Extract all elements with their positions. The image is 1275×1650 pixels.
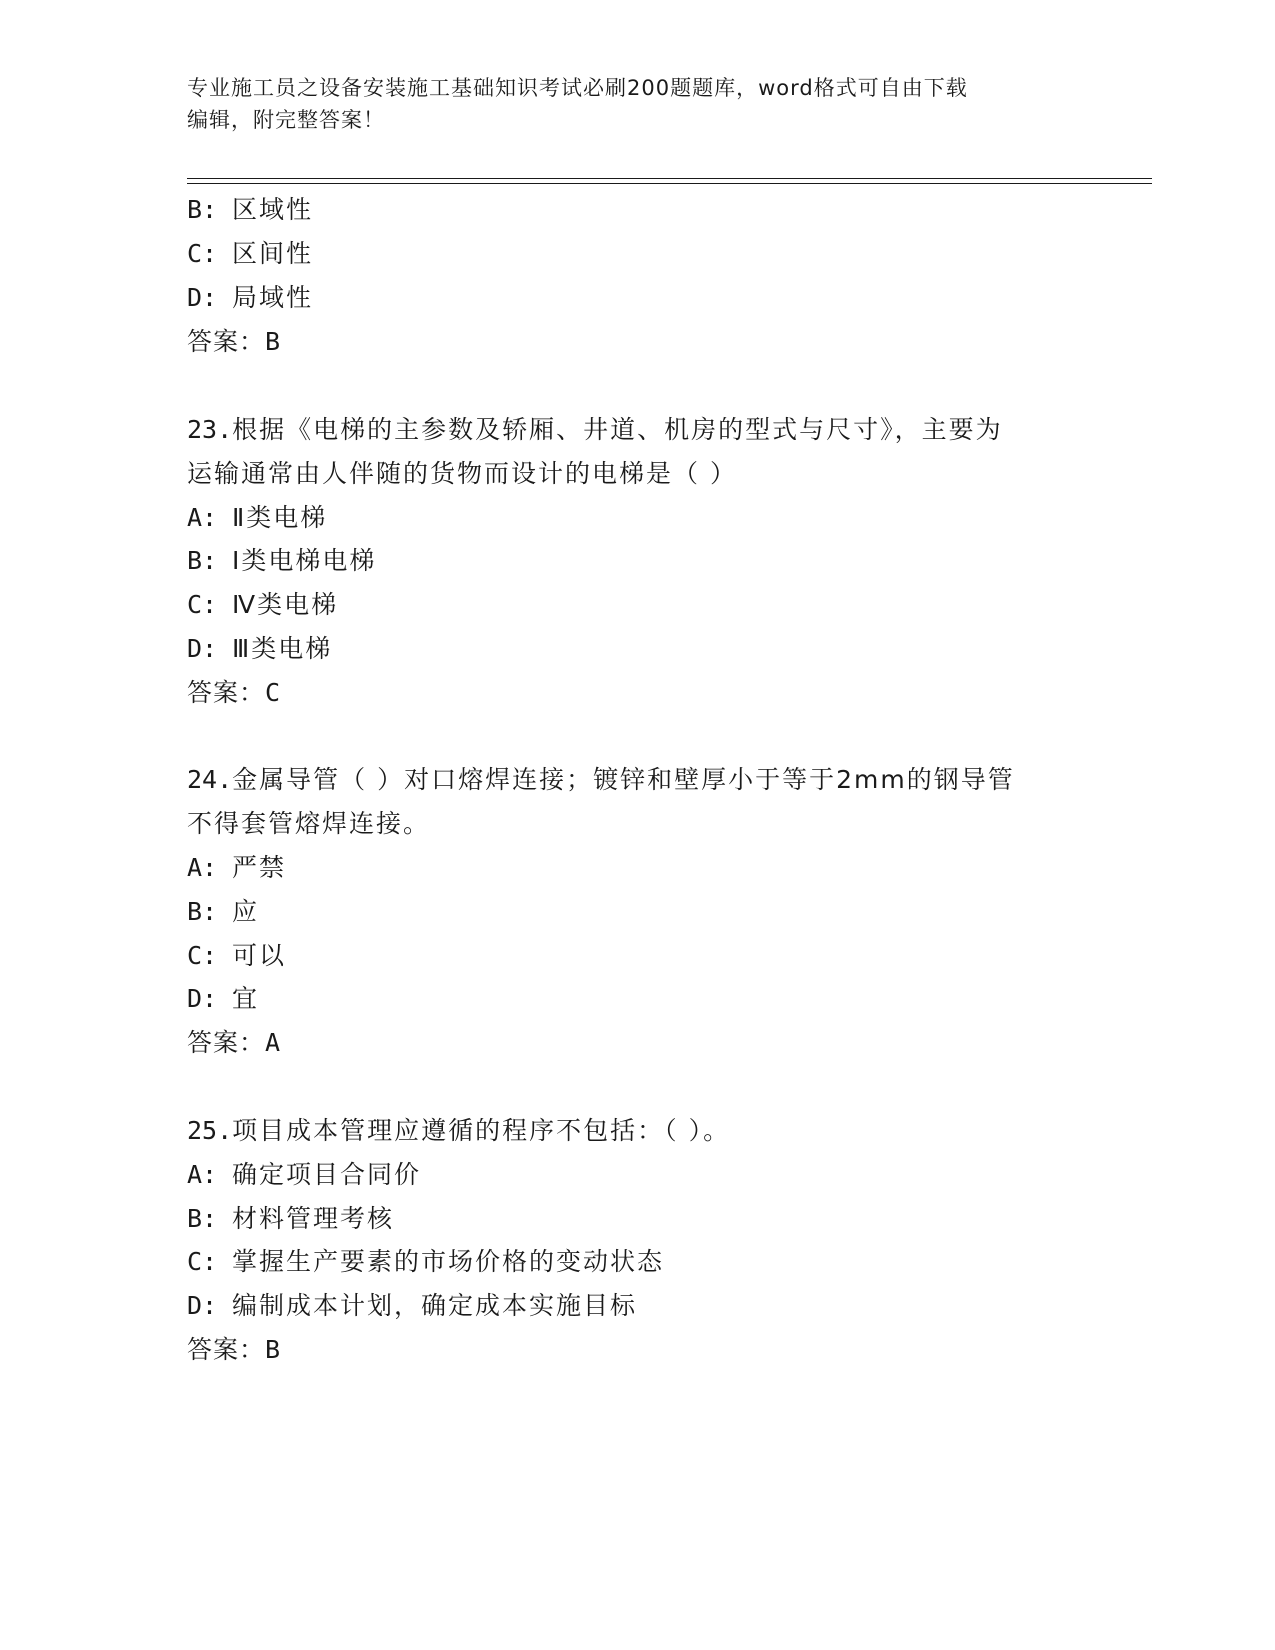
q22-answer [187, 326, 280, 358]
answer-value: A [265, 1028, 281, 1057]
option-letter: B: [187, 897, 218, 926]
q23-option-d [187, 633, 332, 665]
q23-option-c [187, 589, 338, 621]
header-rule-bottom [187, 183, 1152, 184]
q25-stem-line-1 [187, 1115, 730, 1147]
option-letter: C: [187, 590, 218, 619]
option-letter: D: [187, 634, 218, 663]
option-letter: A: [187, 503, 218, 532]
option-text: 可以 [232, 941, 287, 970]
option-letter: D: [187, 984, 218, 1013]
option-text: 局域性 [232, 283, 314, 312]
option-text: Ⅲ类电梯 [232, 634, 333, 663]
header-line-1: 专业施工员之设备安装施工基础知识考试必刷200题题库，word格式可自由下载 [187, 76, 968, 100]
q22-option-b [187, 194, 313, 226]
option-text: 确定项目合同价 [232, 1160, 422, 1189]
option-text: Ⅳ类电梯 [232, 590, 339, 619]
option-text: Ⅰ类电梯电梯 [232, 546, 377, 575]
header-line-2: 编辑，附完整答案！ [187, 108, 385, 132]
document-header [187, 72, 1087, 136]
question-stem: 根据《电梯的主参数及轿厢、井道、机房的型式与尺寸》，主要为 [232, 415, 1003, 444]
option-letter: A: [187, 853, 218, 882]
option-text: 区间性 [232, 239, 314, 268]
question-stem: 金属导管（ ）对口熔焊连接；镀锌和壁厚小于等于2mm的钢导管 [232, 765, 1015, 794]
option-letter: B: [187, 1204, 218, 1233]
option-letter: B: [187, 195, 218, 224]
answer-label: 答案： [187, 327, 266, 356]
answer-label: 答案： [187, 1028, 266, 1057]
option-text: 编制成本计划，确定成本实施目标 [232, 1291, 638, 1320]
option-text: Ⅱ类电梯 [232, 503, 328, 532]
q23-option-a [187, 502, 327, 534]
answer-label: 答案： [187, 678, 266, 707]
option-text: 宜 [232, 984, 260, 1013]
header-rule-top [187, 178, 1152, 179]
option-letter: C: [187, 941, 218, 970]
answer-value: B [265, 1335, 281, 1364]
q24-stem-line-1 [187, 764, 1015, 796]
option-letter: B: [187, 546, 218, 575]
q24-answer [187, 1027, 280, 1059]
option-text: 掌握生产要素的市场价格的变动状态 [232, 1247, 665, 1276]
q23-stem-line-1 [187, 414, 1003, 446]
answer-label: 答案： [187, 1335, 266, 1364]
question-stem: 项目成本管理应遵循的程序不包括：（ ）。 [232, 1116, 731, 1145]
option-text: 应 [232, 897, 260, 926]
q25-option-d [187, 1290, 637, 1322]
option-letter: D: [187, 1291, 218, 1320]
q24-option-a [187, 852, 286, 884]
q25-answer [187, 1334, 280, 1366]
answer-value: B [265, 327, 281, 356]
q22-option-c [187, 238, 313, 270]
answer-value: C [265, 678, 281, 707]
option-letter: C: [187, 1247, 218, 1276]
question-number: 25. [187, 1116, 233, 1145]
q25-option-b [187, 1203, 394, 1235]
question-number: 24. [187, 765, 233, 794]
q24-option-d [187, 983, 259, 1015]
option-letter: A: [187, 1160, 218, 1189]
q23-answer [187, 677, 280, 709]
q25-option-c [187, 1246, 664, 1278]
q25-option-a [187, 1159, 421, 1191]
option-text: 区域性 [232, 195, 314, 224]
option-letter: D: [187, 283, 218, 312]
option-text: 严禁 [232, 853, 287, 882]
q23-stem-line-2: 运输通常由人伴随的货物而设计的电梯是（ ） [187, 459, 737, 488]
option-text: 材料管理考核 [232, 1204, 395, 1233]
option-letter: C: [187, 239, 218, 268]
q24-option-b [187, 896, 259, 928]
q24-stem-line-2: 不得套管熔焊连接。 [187, 809, 431, 838]
question-number: 23. [187, 415, 233, 444]
q24-option-c [187, 940, 286, 972]
q22-option-d [187, 282, 313, 314]
q23-option-b [187, 545, 376, 577]
